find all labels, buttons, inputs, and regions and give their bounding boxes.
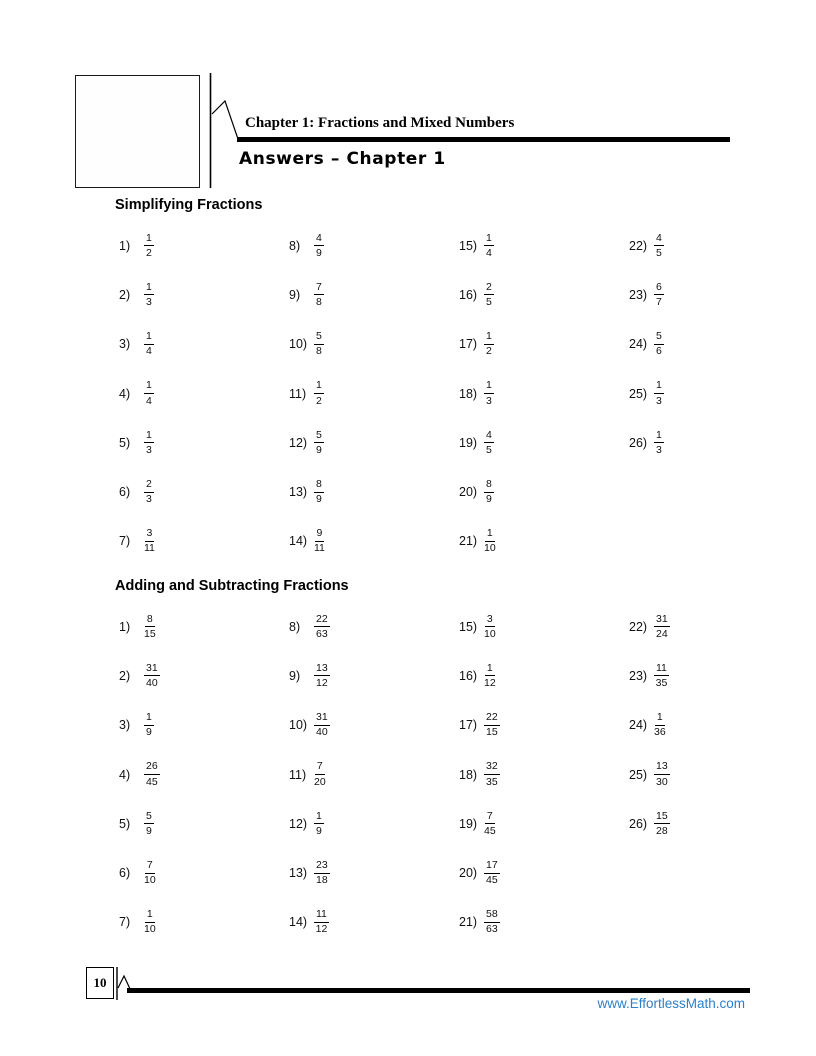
fraction-denominator: 4 (146, 394, 152, 407)
answer-item (285, 369, 455, 418)
answer-number: 5) (119, 816, 131, 831)
fraction-numerator: 7 (485, 810, 495, 825)
answer-number: 18) (459, 767, 478, 782)
fraction (314, 662, 330, 690)
fraction-denominator: 11 (314, 542, 325, 555)
fraction-denominator: 4 (486, 246, 492, 259)
answer-item (625, 701, 795, 750)
answer-number: 25) (629, 386, 648, 401)
answer-number: 11) (289, 386, 307, 401)
page-number: 10 (93, 975, 107, 990)
answer-item (455, 320, 625, 369)
answer-item (285, 701, 455, 750)
answer-number: 14) (289, 915, 308, 930)
fraction-numerator: 7 (145, 859, 155, 874)
fraction-denominator: 9 (146, 824, 152, 837)
fraction (484, 662, 496, 690)
answer-item (115, 270, 285, 319)
fraction-numerator: 2 (484, 281, 494, 296)
fraction-numerator: 5 (314, 330, 324, 345)
section-heading: Simplifying Fractions (115, 197, 263, 213)
fraction (144, 527, 155, 555)
answer-item (455, 898, 625, 947)
fraction-denominator: 3 (486, 394, 492, 407)
fraction (484, 232, 494, 260)
fraction-numerator: 4 (654, 232, 664, 247)
answer-number: 12) (289, 435, 308, 450)
answer-item (285, 898, 455, 947)
answer-number: 9) (289, 668, 301, 683)
answer-number: 1) (119, 238, 131, 253)
fraction-denominator: 9 (316, 443, 322, 456)
fraction-numerator: 5 (654, 330, 664, 345)
fraction-numerator: 1 (144, 232, 154, 247)
answer-number: 21) (459, 915, 478, 930)
answer-number: 10) (289, 337, 308, 352)
fraction-numerator: 1 (144, 429, 154, 444)
page-title: Answers – Chapter 1 (239, 149, 446, 169)
fraction-denominator: 3 (146, 443, 152, 456)
fraction-denominator: 2 (316, 394, 322, 407)
fraction (144, 908, 156, 936)
fraction-denominator: 5 (486, 295, 492, 308)
answer-number: 20) (459, 485, 478, 500)
fraction-denominator: 3 (146, 295, 152, 308)
fraction (314, 379, 324, 407)
answer-item (625, 651, 795, 700)
answer-number: 4) (119, 386, 131, 401)
fraction-numerator: 1 (314, 379, 324, 394)
answer-number: 19) (459, 816, 478, 831)
answer-number: 23) (629, 668, 648, 683)
answer-number: 8) (289, 238, 301, 253)
answer-item (455, 651, 625, 700)
fraction-denominator: 45 (486, 874, 498, 887)
fraction-denominator: 9 (316, 493, 322, 506)
fraction-numerator: 1 (314, 810, 324, 825)
page-number-box (86, 967, 114, 999)
fraction-denominator: 11 (144, 542, 155, 555)
fraction-denominator: 3 (656, 443, 662, 456)
fraction-denominator: 36 (654, 726, 666, 739)
answer-item (115, 701, 285, 750)
answer-item (455, 517, 625, 566)
fraction (314, 429, 324, 457)
answer-number: 13) (289, 866, 308, 881)
fraction-numerator: 1 (484, 379, 494, 394)
answer-number: 3) (119, 718, 131, 733)
fraction (144, 429, 154, 457)
answer-number: 22) (629, 238, 648, 253)
answer-item (115, 517, 285, 566)
answer-item (285, 320, 455, 369)
answer-number: 19) (459, 435, 478, 450)
answer-item (285, 418, 455, 467)
fraction-denominator: 45 (146, 775, 158, 788)
fraction-denominator: 5 (656, 246, 662, 259)
fraction-denominator: 10 (144, 874, 156, 887)
fraction-denominator: 6 (656, 345, 662, 358)
answer-number: 23) (629, 287, 648, 302)
answer-item (115, 418, 285, 467)
answer-item (625, 320, 795, 369)
logo-placeholder-box (75, 75, 200, 188)
fraction-denominator: 12 (316, 676, 328, 689)
fraction-numerator: 7 (315, 760, 325, 775)
fraction-numerator: 11 (654, 662, 669, 677)
answer-number: 25) (629, 767, 648, 782)
fraction (654, 281, 664, 309)
fraction (484, 760, 500, 788)
answer-number: 24) (629, 337, 648, 352)
answer-item (455, 418, 625, 467)
answer-item (115, 750, 285, 799)
answer-number: 16) (459, 668, 478, 683)
fraction-denominator: 30 (656, 775, 668, 788)
answer-item (115, 799, 285, 848)
fraction (484, 478, 494, 506)
answer-item (285, 750, 455, 799)
fraction (144, 330, 154, 358)
answer-number: 1) (119, 619, 131, 634)
answer-item (285, 467, 455, 516)
fraction (144, 859, 156, 887)
fraction (144, 613, 156, 641)
chapter-header: Chapter 1: Fractions and Mixed Numbers (245, 115, 515, 131)
fraction-numerator: 1 (144, 330, 154, 345)
fraction-numerator: 3 (485, 613, 495, 628)
answer-number: 24) (629, 718, 648, 733)
answer-item (625, 799, 795, 848)
fraction (314, 478, 324, 506)
fraction-denominator: 10 (484, 627, 496, 640)
fraction-numerator: 32 (484, 760, 500, 775)
answer-item (115, 651, 285, 700)
fraction-numerator: 1 (484, 330, 494, 345)
answer-number: 11) (289, 767, 307, 782)
answers-grid (115, 602, 775, 947)
answer-item (285, 517, 455, 566)
fraction-numerator: 2 (144, 478, 154, 493)
answer-number: 18) (459, 386, 478, 401)
fraction-numerator: 11 (314, 908, 329, 923)
fraction-denominator: 12 (315, 923, 328, 936)
fraction-denominator: 28 (656, 824, 668, 837)
fraction (484, 379, 494, 407)
fraction-denominator: 40 (146, 676, 158, 689)
fraction-denominator: 8 (316, 295, 322, 308)
website-link[interactable]: www.EffortlessMath.com (597, 996, 745, 1011)
answer-number: 7) (119, 534, 131, 549)
fraction (144, 379, 154, 407)
fraction-denominator: 7 (656, 295, 662, 308)
fraction (654, 760, 670, 788)
fraction-numerator: 7 (314, 281, 324, 296)
section-adding-subtracting-fractions (115, 578, 775, 947)
fraction-numerator: 5 (314, 429, 324, 444)
fraction-numerator: 1 (484, 232, 494, 247)
fraction (484, 281, 494, 309)
fraction-denominator: 18 (316, 874, 328, 887)
fraction-numerator: 1 (485, 527, 495, 542)
fraction-numerator: 8 (484, 478, 494, 493)
answer-number: 10) (289, 718, 308, 733)
fraction-numerator: 8 (145, 613, 155, 628)
fraction (484, 527, 496, 555)
fraction-denominator: 8 (316, 345, 322, 358)
fraction-denominator: 2 (486, 345, 492, 358)
answer-number: 17) (459, 337, 478, 352)
fraction (144, 760, 160, 788)
answer-item (625, 221, 795, 270)
fraction (484, 810, 496, 838)
fraction (654, 330, 664, 358)
answer-item (115, 848, 285, 897)
fraction (314, 281, 324, 309)
fraction-numerator: 23 (314, 859, 330, 874)
fraction (484, 330, 494, 358)
fraction-numerator: 26 (144, 760, 160, 775)
answer-item (115, 602, 285, 651)
answer-item (455, 750, 625, 799)
fraction (484, 859, 500, 887)
fraction (144, 478, 154, 506)
fraction-denominator: 63 (486, 923, 498, 936)
answers-grid (115, 221, 775, 566)
fraction (314, 908, 329, 936)
fraction-denominator: 5 (486, 443, 492, 456)
fraction (484, 613, 496, 641)
fraction-numerator: 1 (144, 281, 154, 296)
fraction-denominator: 35 (655, 676, 668, 689)
answer-item (625, 602, 795, 651)
fraction-numerator: 6 (654, 281, 664, 296)
footer-rule (127, 988, 750, 993)
answer-item (625, 750, 795, 799)
answer-item (115, 369, 285, 418)
answer-item (455, 701, 625, 750)
fraction-denominator: 20 (314, 775, 326, 788)
answer-item (115, 221, 285, 270)
answer-number: 20) (459, 866, 478, 881)
answer-number: 21) (459, 534, 478, 549)
fraction-numerator: 58 (484, 908, 500, 923)
fraction (314, 330, 324, 358)
fraction-numerator: 8 (314, 478, 324, 493)
fraction-numerator: 22 (314, 613, 330, 628)
fraction-denominator: 12 (484, 676, 496, 689)
answer-item (115, 898, 285, 947)
answer-item (115, 320, 285, 369)
answer-number: 14) (289, 534, 308, 549)
answer-number: 15) (459, 238, 478, 253)
fraction-numerator: 1 (655, 711, 665, 726)
fraction-numerator: 31 (144, 662, 160, 677)
fraction (654, 810, 670, 838)
fraction-numerator: 31 (654, 613, 670, 628)
fraction (484, 711, 500, 739)
answer-number: 2) (119, 287, 131, 302)
fraction-denominator: 35 (486, 775, 498, 788)
fraction-numerator: 1 (485, 662, 495, 677)
answer-item (625, 270, 795, 319)
fraction (654, 232, 664, 260)
fraction-numerator: 4 (314, 232, 324, 247)
answer-number: 17) (459, 718, 478, 733)
answer-number: 26) (629, 435, 648, 450)
fraction-numerator: 1 (145, 908, 155, 923)
answer-item (285, 602, 455, 651)
answer-item (455, 799, 625, 848)
fraction-denominator: 45 (484, 824, 496, 837)
fraction (144, 232, 154, 260)
fraction-denominator: 10 (484, 542, 496, 555)
fraction-denominator: 10 (144, 923, 156, 936)
answer-item (285, 221, 455, 270)
answer-item (285, 651, 455, 700)
fraction (484, 908, 500, 936)
answer-number: 9) (289, 287, 301, 302)
fraction (654, 613, 670, 641)
answer-number: 2) (119, 668, 131, 683)
answer-item (455, 270, 625, 319)
answer-item (455, 221, 625, 270)
fraction (144, 662, 160, 690)
fraction-numerator: 17 (484, 859, 500, 874)
fraction (314, 613, 330, 641)
fraction (654, 429, 664, 457)
answer-item (455, 602, 625, 651)
fraction-denominator: 3 (656, 394, 662, 407)
fraction (484, 429, 494, 457)
answer-item (115, 467, 285, 516)
answer-item (455, 369, 625, 418)
fraction-denominator: 24 (656, 627, 668, 640)
answer-number: 22) (629, 619, 648, 634)
fraction-denominator: 9 (316, 824, 322, 837)
fraction (314, 859, 330, 887)
fraction (654, 662, 669, 690)
fraction-numerator: 1 (654, 379, 664, 394)
answer-item (625, 418, 795, 467)
answer-number: 15) (459, 619, 478, 634)
fraction-denominator: 15 (144, 627, 156, 640)
fraction-denominator: 4 (146, 345, 152, 358)
answer-item (285, 848, 455, 897)
answer-number: 26) (629, 816, 648, 831)
fraction-denominator: 3 (146, 493, 152, 506)
answer-number: 3) (119, 337, 131, 352)
fraction-denominator: 63 (316, 627, 328, 640)
fraction (314, 711, 330, 739)
fraction-numerator: 9 (315, 527, 325, 542)
answer-number: 7) (119, 915, 131, 930)
header-rule (237, 137, 730, 142)
fraction-denominator: 9 (486, 493, 492, 506)
fraction (144, 711, 154, 739)
answer-number: 6) (119, 485, 131, 500)
fraction-numerator: 5 (144, 810, 154, 825)
fraction-denominator: 40 (316, 726, 328, 739)
fraction-numerator: 15 (654, 810, 670, 825)
answer-number: 16) (459, 287, 478, 302)
answer-number: 6) (119, 866, 131, 881)
fraction-numerator: 1 (144, 711, 154, 726)
answer-number: 4) (119, 767, 131, 782)
answer-item (455, 848, 625, 897)
answer-number: 12) (289, 816, 308, 831)
fraction (144, 281, 154, 309)
fraction (654, 379, 664, 407)
answer-number: 8) (289, 619, 301, 634)
fraction-numerator: 13 (654, 760, 670, 775)
fraction (314, 810, 324, 838)
fraction (314, 760, 326, 788)
fraction-denominator: 15 (486, 726, 498, 739)
fraction-denominator: 2 (146, 246, 152, 259)
answer-item (455, 467, 625, 516)
answer-item (285, 799, 455, 848)
answer-number: 13) (289, 485, 308, 500)
fraction (654, 711, 666, 739)
fraction-numerator: 1 (144, 379, 154, 394)
section-simplifying-fractions (115, 197, 775, 566)
fraction (144, 810, 154, 838)
fraction-numerator: 22 (484, 711, 500, 726)
answer-number: 5) (119, 435, 131, 450)
fraction-numerator: 1 (654, 429, 664, 444)
fraction-denominator: 9 (316, 246, 322, 259)
answer-item (285, 270, 455, 319)
section-heading: Adding and Subtracting Fractions (115, 578, 349, 594)
fraction-numerator: 13 (314, 662, 330, 677)
fraction-denominator: 9 (146, 726, 152, 739)
answer-item (625, 369, 795, 418)
fraction-numerator: 4 (484, 429, 494, 444)
fraction-numerator: 31 (314, 711, 330, 726)
fraction (314, 527, 325, 555)
fraction (314, 232, 324, 260)
fraction-numerator: 3 (145, 527, 155, 542)
